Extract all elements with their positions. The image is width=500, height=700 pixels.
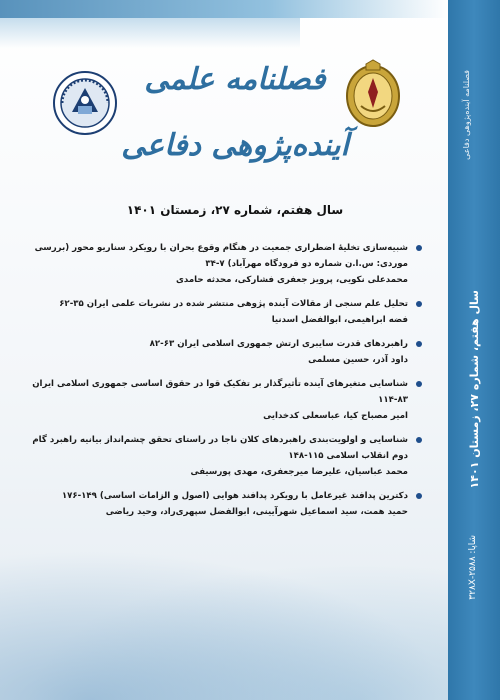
- article-entry: [20, 336, 408, 368]
- article-authors: فضه ابراهیمی، ابوالفضل اسدنیا: [271, 315, 408, 325]
- article-pages: ۳۵-۶۲: [59, 299, 84, 309]
- spine-issn: شاپا: ۲۵۸۸-۳۲۸X: [468, 535, 478, 600]
- journal-title-line2: آینده‌پژوهی دفاعی: [121, 128, 349, 163]
- article-pages: ۱۴۹-۱۷۶: [61, 491, 97, 501]
- article-title: شناسایی متغیرهای آینده تأثیرگذار بر تفکیک قوا در حقوق اساسی جمهوری اسلامی ایران: [32, 379, 408, 389]
- table-of-contents: [20, 240, 408, 522]
- bullet-icon: [416, 381, 422, 387]
- bullet-icon: [416, 493, 422, 499]
- bullet-icon: [416, 341, 422, 347]
- article-entry: [20, 376, 408, 424]
- bullet-icon: [416, 301, 422, 307]
- article-entry: [20, 488, 408, 520]
- issue-line: سال هفتم، شماره ۲۷، زمستان ۱۴۰۱: [126, 203, 344, 217]
- article-pages: ۶۳-۸۲: [149, 339, 175, 349]
- article-pages: ۸۳-۱۱۴: [378, 395, 408, 405]
- journal-title-line1: فصلنامه علمی: [144, 62, 326, 97]
- bullet-icon: [416, 245, 422, 251]
- top-decoration: [0, 0, 448, 18]
- article-authors: حمید همت، سید اسماعیل شهرآیینی، ابوالفضل سپهری‌راد، وحید ریاضی: [105, 507, 408, 517]
- article-entry: [20, 240, 408, 288]
- article-entry: [20, 296, 408, 328]
- article-title: تحلیل علم سنجی از مقالات آینده پژوهی منتشر شده در نشریات علمی ایران: [86, 299, 408, 309]
- university-seal-icon: [52, 70, 118, 136]
- bullet-icon: [416, 437, 422, 443]
- article-title: راهبردهای قدرت سایبری ارتش جمهوری اسلامی ایران: [177, 339, 408, 349]
- article-authors: امیر مصباح کیا، عباسعلی کدخدایی: [263, 411, 408, 421]
- article-pages: ۱۱۵-۱۴۸: [288, 451, 324, 461]
- army-emblem-icon: [344, 58, 402, 130]
- article-entry: [20, 432, 408, 480]
- bottom-decoration: [0, 550, 448, 700]
- article-authors: محمد عباسیان، علیرضا میرجعفری، مهدی پورسیفی: [190, 467, 408, 477]
- cover-spine: [448, 0, 500, 700]
- article-authors: داود آذر، حسین مسلمی: [308, 355, 408, 365]
- article-title: شبیه‌سازی تخلیهٔ اضطراری جمعیت در هنگام وقوع بحران با رویکرد سناریو محور (بررسی موردی: س.ا.ن شماره دو فرودگاه مهرآباد): [34, 243, 408, 269]
- top-decoration-fade: [0, 18, 300, 48]
- article-authors: محمدعلی نکویی، پرویز جعفری فشارکی، محدثه حامدی: [175, 275, 408, 285]
- article-pages: ۷-۳۴: [205, 259, 225, 269]
- article-title: دکترین پدافند غیرعامل با رویکرد پدافند هوایی (اصول و الزامات اساسی): [99, 491, 408, 501]
- spine-issue: سال هفتم، شماره ۲۷، زمستان ۱۴۰۱: [468, 290, 481, 489]
- article-title: شناسایی و اولویت‌بندی راهبردهای کلان ناجا در راستای تحقق چشم‌انداز بیانیه راهبرد گام دوم انقلاب اسلامی: [32, 435, 408, 461]
- spine-journal-name: فصلنامه آینده‌پژوهی دفاعی: [462, 70, 471, 160]
